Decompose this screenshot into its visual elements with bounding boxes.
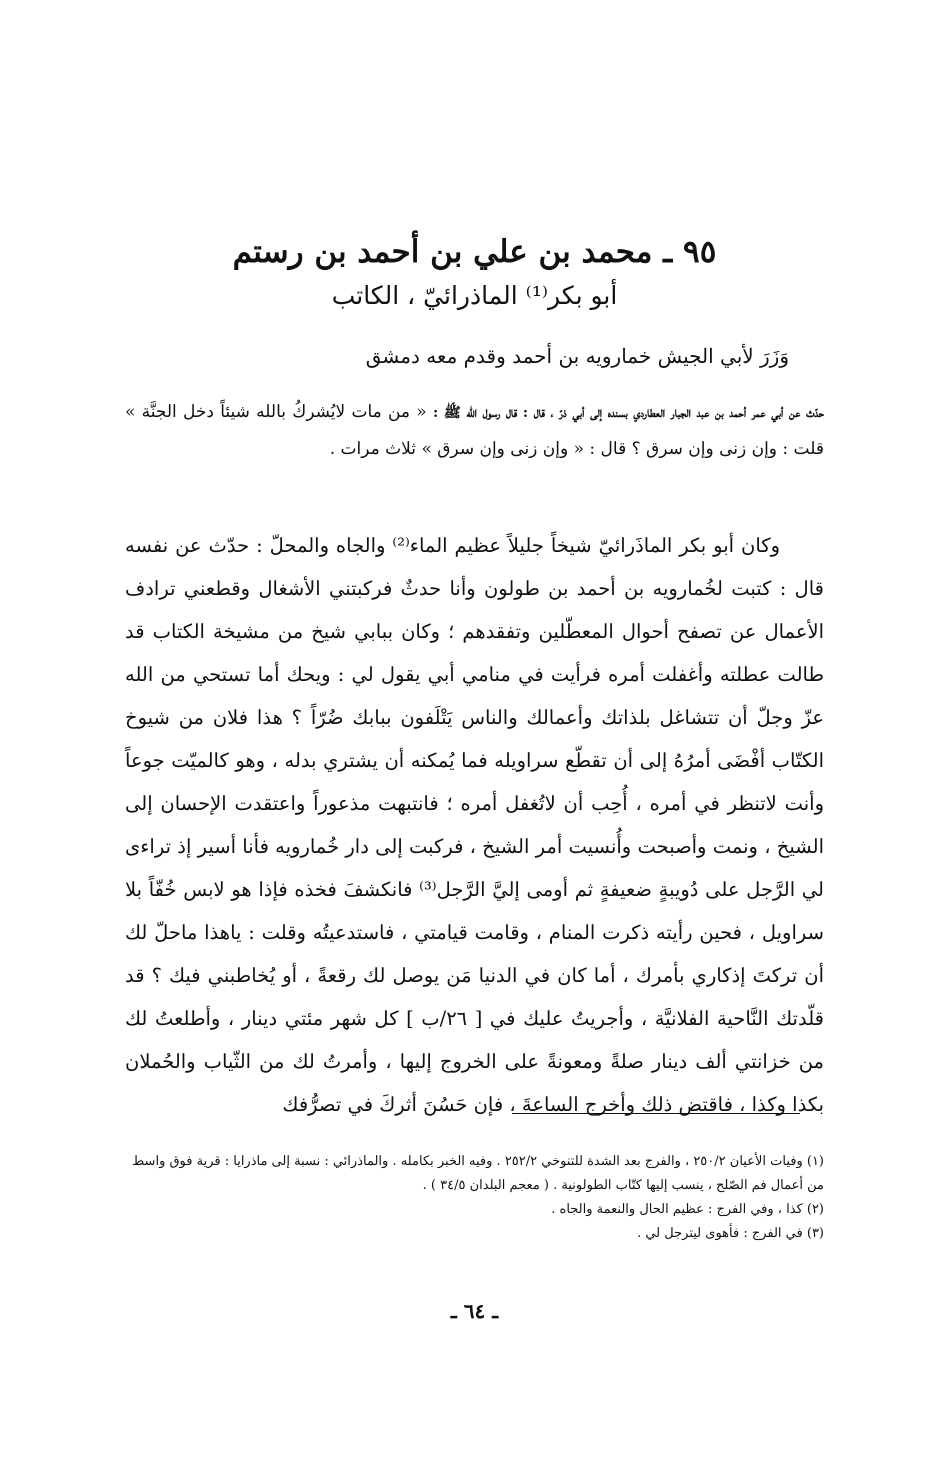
footnote-2: (٢) كذا ، وفي الفرج : عظيم الحال والنعمة والجاه . [551,1202,824,1217]
body-paragraph: وكان أبو بكر الماذَرائيّ شيخاً جليلاً عظيم الماء⁽²⁾ والجاه والمحلّ : حدّث عن نفسه قال : كتبت لخُمارويه بن أحمد بن طولون وأنا حدثٌ فركبتني الأشغال وقطعني ترادف الأعمال عن تصفح أحوال المعطّلين وتفقدهم ؛ وكان ببابي شيخ من مشيخة الكتاب قد طالت عطلته وأغفلت أمره فرأيت في منامي أبي يقول لي : ويحك أما تستحي من الله عزّ وجلّ أن تتشاغل بلذاتك وأعمالك والناس يَتْلَفون ببابك ضُرّاً ؟ هذا فلان من شيوخ الكتّاب أفْضَى أمرُهُ إلى أن تقطّع سراويله فما يُمكنه أن يشتري بدله ، وهو كالميّت جوعاً وأنت لاتنظر في أمره ، أُحِب أن لاتُغفل أمره ؛ فانتبهت مذعوراً واعتقدت الإحسان إلى الشيخ ، ونمت وأصبحت وأُنسيت أمر الشيخ ، فركبت إلى دار خُمارويه فأنا أسير إذ تراءى لي الرَّجل على دُويبةٍ ضعيفةٍ ثم أومى إليَّ الرَّجل⁽³⁾ فانكشفَ فخذه فإذا هو لابس خُفّاً بلا سراويل ، فحين رأيته ذكرت المنام ، وقامت قيامتي ، فاستدعيتُه وقلت : ياهذا ماحلّ لك أن تركتَ إذكاري بأمرك ، أما كان في الدنيا مَن يوصل لك رقعةً ، أو يُخاطبني فيك ؟ قد قلّدتك النَّاحية الفلانيَّة ، وأجريتُ عليك في [ ٢٦/ب ] كل شهر مئتي دينار ، وأطلعتُ لك من خزانتي ألف دينار صلةً ومعونةً على الخروج إليها ، وأمرتُ لك من الثّياب والحُملان بكذا وكذا ، فاقتض ذلك وأخرج الساعةَ ، فإن حَسُنَ أثركَ في تصرُّفك [125,534,824,1116]
footnote-3: (٣) في الفرج : فأهوى ليترجل لي . [637,1226,824,1241]
entry-title: ٩٥ ـ محمد بن علي بن أحمد بن رستم [232,234,717,270]
entry-summary-line: وَزَرَ لأبي الجيش خمارويه بن أحمد وقدم معه دمشق [365,344,789,368]
page-number: ـ ٦٤ ـ [450,1299,499,1323]
footnote-1: (١) وفيات الأعيان ٢٥٠/٢ ، والفرج بعد الشدة للتنوخي ٢٥٢/٢ . وفيه الخبر بكامله . والماذرائي : نسبة إلى ماذرايا : قرية فوق واسط من أعمال فم الصّلح ، ينسب إليها كتّاب الطولونية . ( معجم البلدان ٣٤/٥ ) . [132,1154,824,1193]
hadith-block [125,394,824,467]
main-text [125,524,824,1126]
hadith-intro: حدّث عن أبي عمر أحمد بن عبد الجبار العطاردي بسنده إلى أبي ذرّ ، قال : قال رسول الله ﷺ : [432,405,824,421]
hadith-text: « من مات لايُشركُ بالله شيئاً دخل الجنَّة » قلت : وإن زنى وإن سرق ؟ قال : « وإن زنى وإن سرق » ثلاث مرات . [125,402,824,459]
footnotes [125,1150,824,1246]
footnote-separator [512,1113,800,1114]
entry-subtitle: أبو بكر⁽¹⁾ الماذرائيّ ، الكاتب [331,281,618,310]
